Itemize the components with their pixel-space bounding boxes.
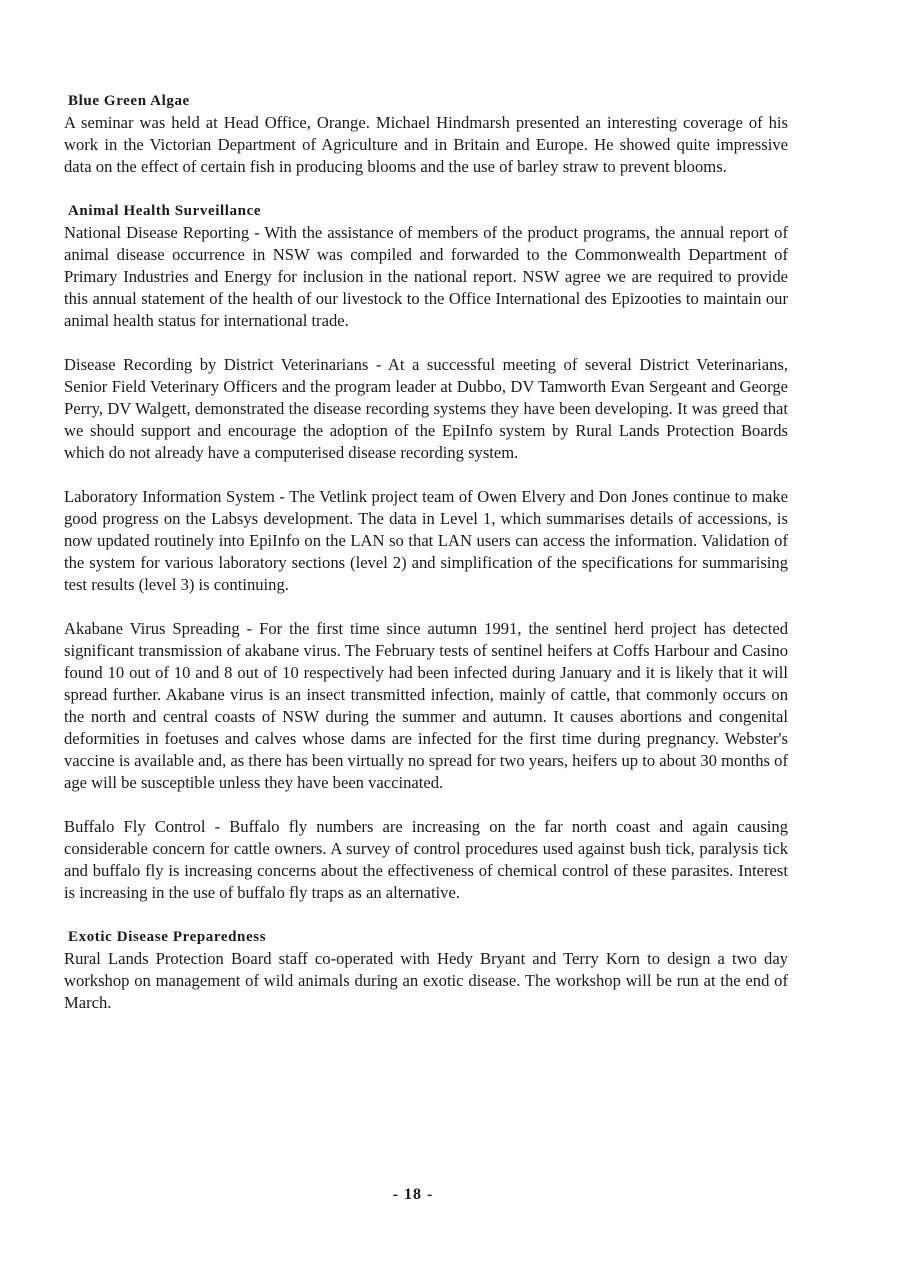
section-blue-green-algae <box>64 90 788 178</box>
paragraph: A seminar was held at Head Office, Orange. Michael Hindmarsh presented an interesting coverage of his work in the Victorian Department of Agriculture and in Britain and Europe. He showed quite impressive data on the effect of certain fish in producing blooms and the use of barley straw to prevent blooms. <box>64 113 788 176</box>
section-heading: Blue Green Algae <box>68 93 190 109</box>
paragraph-buffalo-fly-control: Buffalo Fly Control - Buffalo fly numbers are increasing on the far north coast and again causing considerable concern for cattle owners. A survey of control procedures used against bush tick, paralysis tick and buffalo fly is increasing concerns about the effectiveness of chemical control of these parasites. Interest is increasing in the use of buffalo fly traps as an alternative. <box>64 817 788 902</box>
paragraph-akabane-virus: Akabane Virus Spreading - For the first time since autumn 1991, the sentinel herd project has detected significant transmission of akabane virus. The February tests of sentinel heifers at Coffs Harbour and Casino found 10 out of 10 and 8 out of 10 respectively had been infected during January and it is likely that it will spread further. Akabane virus is an insect transmitted infection, mainly of cattle, that commonly occurs on the north and central coasts of NSW during the summer and autumn. It causes abortions and congenital deformities in foetuses and calves whose dams are infected for the first time during pregnancy. Webster's vaccine is available and, as there has been virtually no spread for two years, heifers up to about 30 months of age will be susceptible unless they have been vaccinated. <box>64 619 788 792</box>
section-exotic-disease-preparedness <box>64 926 788 1014</box>
paragraph-disease-recording: Disease Recording by District Veterinarians - At a successful meeting of several District Veterinarians, Senior Field Veterinary Officers and the program leader at Dubbo, DV Tamworth Evan Sergeant and George Perry, DV Walgett, demonstrated the disease recording systems they have been developing. It was greed that we should support and encourage the adoption of the EpiInfo system by Rural Lands Protection Boards which do not already have a computerised disease recording system. <box>64 355 788 462</box>
section-animal-health-surveillance <box>64 200 788 904</box>
paragraph: Rural Lands Protection Board staff co-operated with Hedy Bryant and Terry Korn to design a two day workshop on management of wild animals during an exotic disease. The workshop will be run at the end of March. <box>64 949 788 1012</box>
page-number: - 18 - <box>392 1186 434 1203</box>
paragraph-laboratory-information-system: Laboratory Information System - The Vetlink project team of Owen Elvery and Don Jones continue to make good progress on the Labsys development. The data in Level 1, which summarises details of accessions, is now updated routinely into EpiInfo on the LAN so that LAN users can access the information. Validation of the system for various laboratory sections (level 2) and simplification of the specifications for summarising test results (level 3) is continuing. <box>64 487 788 594</box>
section-heading: Exotic Disease Preparedness <box>68 929 267 945</box>
section-heading: Animal Health Surveillance <box>68 203 262 219</box>
document-body <box>64 90 788 1036</box>
paragraph-national-disease-reporting: National Disease Reporting - With the assistance of members of the product programs, the annual report of animal disease occurrence in NSW was compiled and forwarded to the Commonwealth Department of Primary Industries and Energy for inclusion in the national report. NSW agree we are required to provide this annual statement of the health of our livestock to the Office International des Epizooties to maintain our animal health status for international trade. <box>64 223 788 330</box>
